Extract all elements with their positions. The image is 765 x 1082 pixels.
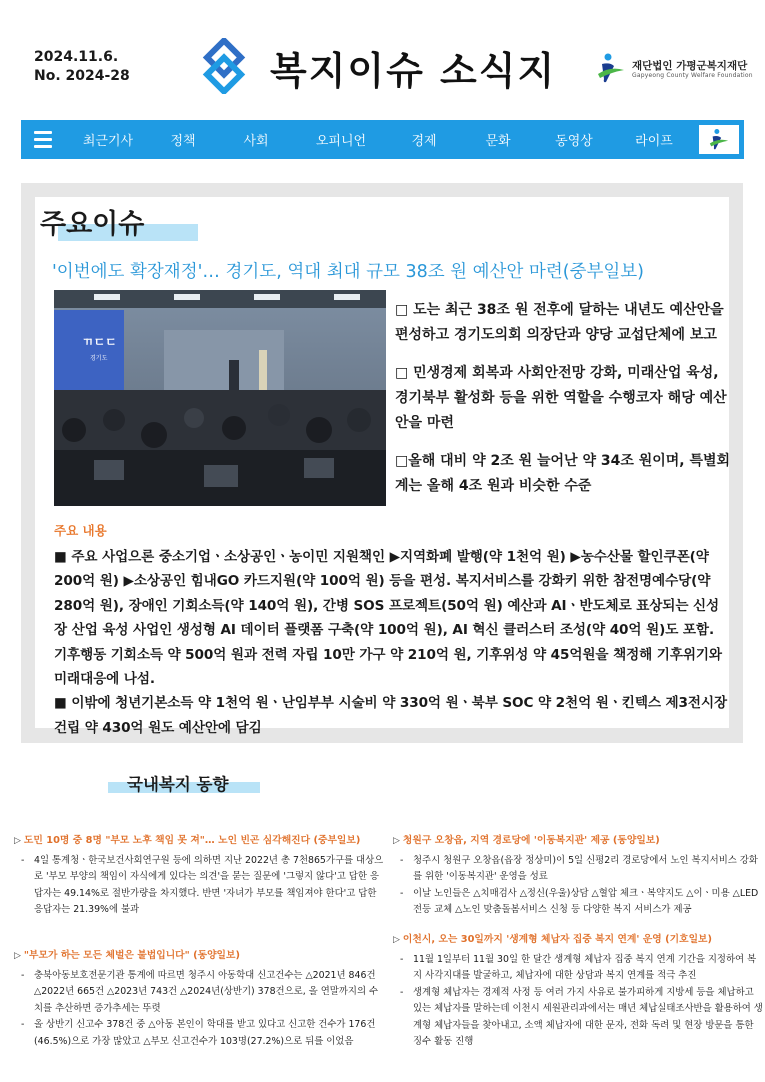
trend-section-title: 국내복지 동향: [127, 775, 229, 794]
news-article: [393, 833, 765, 919]
nav-item-economy[interactable]: 경제: [411, 134, 437, 149]
key-point-list: [395, 298, 735, 512]
play-arrow-icon: ▷: [14, 951, 21, 961]
news-item: - 11월 1일부터 11월 30일 한 달간 생계형 체납자 집중 복지 연계 기간을 지정하여 복지 사각지대를 발굴하고, 체납자에 대한 상담과 복지 연계를 적극 추진: [393, 952, 765, 985]
top-nav: [21, 120, 744, 159]
nav-item-video[interactable]: 동영상: [555, 134, 593, 149]
foundation-logo-icon: [704, 128, 734, 152]
nav-item-opinion[interactable]: 오피니언: [315, 134, 367, 149]
news-article: [393, 932, 765, 1051]
news-item: - 생계형 체납자는 경제적 사정 등 여러 가지 사유로 불가피하게 지방세 등을 체납하고 있는 체납자를 말하는데 이천시 세원관리과에서는 매년 체납실태조사반을 활용하여 생계형 체납자들을 찾아내고, 소액 체납자에 대한 문자, 전화 독려 및 현장 방문을 통한 징수 활동 진행: [393, 985, 765, 1051]
key-content-body: [54, 545, 730, 740]
key-content-para-2: ■ 이밖에 청년기본소득 약 1천억 원ㆍ난임부부 시술비 약 330억 원ㆍ북부 SOC 약 2천억 원ㆍ킨텍스 제3전시장 건립 약 430억 원도 예산안에 담김: [54, 695, 728, 736]
news-item: - 충북아동보호전문기관 통계에 따르면 청주시 아동학대 신고건수는 △2021년 846건 △2022년 665건 △2023년 743건 △2024년(상반기) 378건으로, 올 연말까지의 수치를 추산하면 증가추세는 뚜렷: [14, 968, 386, 1018]
nav-home-logo[interactable]: [699, 125, 739, 154]
nav-item-policy[interactable]: 정책: [170, 134, 196, 149]
key-point-1: □ 도는 최근 38조 원 전후에 달하는 내년도 예산안을 편성하고 경기도의회 의장단과 양당 교섭단체에 보고: [395, 302, 724, 343]
news-item: - 올 상반기 신고수 378건 중 △아동 본인이 학대를 받고 있다고 신고한 건수가 176건(46.5%)으로 가장 많았고 △부모 신고건수가 103명(27.2%)으로 뒤를 이었음: [14, 1017, 386, 1050]
hamburger-menu-icon[interactable]: [21, 120, 65, 159]
org-name: 재단법인 가평군복지재단: [632, 59, 748, 72]
issue-number: No. 2024-28: [34, 68, 130, 84]
news-title-link[interactable]: ▷ 청원구 오창읍, 지역 경로당에 '이동복지관' 제공 (동양일보): [393, 835, 660, 846]
news-article: [14, 948, 386, 1050]
photo-screen-text: ㄲㄷㄷ: [82, 335, 117, 349]
nav-item-culture[interactable]: 문화: [485, 134, 511, 149]
play-arrow-icon: ▷: [14, 836, 21, 846]
news-item: - 이날 노인들은 △치매검사 △정신(우울)상담 △혈압 체크ㆍ복약지도 △이ㆍ미용 △LED 전등 교체 △노인 맞춤돌봄서비스 신청 등 다양한 복지 서비스가 제공: [393, 886, 765, 919]
key-point-3: □올해 대비 약 2조 원 늘어난 약 34조 원이며, 특별회계는 올해 4조 원과 비슷한 수준: [395, 453, 731, 494]
main-headline-link[interactable]: '이번에도 확장재정'… 경기도, 역대 최대 규모 38조 원 예산안 마련(중부일보): [52, 262, 645, 282]
news-article: [14, 833, 386, 919]
news-title-link[interactable]: ▷ "부모가 하는 모든 체벌은 불법입니다" (동양일보): [14, 950, 240, 961]
newsletter-title: 복지이슈 소식지: [270, 49, 557, 93]
play-arrow-icon: ▷: [393, 935, 400, 945]
photo-screen-sub: 경기도: [90, 355, 108, 362]
play-arrow-icon: ▷: [393, 836, 400, 846]
org-name-en: Gapyeong County Welfare Foundation: [632, 71, 753, 79]
nav-item-life[interactable]: 라이프: [635, 134, 673, 149]
news-title-link[interactable]: ▷ 도민 10명 중 8명 "부모 노후 책임 못 져"… 노인 빈곤 심각해진다 (중부일보): [14, 835, 361, 846]
key-content-para-1: ■ 주요 사업으론 중소기업ㆍ소상공인ㆍ농이민 지원책인 ▶지역화폐 발행(약 1천억 원) ▶농수산물 할인쿠폰(약 200억 원) ▶소상공인 힘내GO 카드지원(약 100억 원) 등을 편성. 복지서비스를 강화키 위한 참전명예수당(약 280억 원), 장애인 기회소득(약 140억 원), 간병 SOS 프로젝트(50억 원) 예산과 AIㆍ반도체로 표상되는 신성장 산업 육성 사업인 생성형 AI 데이터 플랫폼 구축(약 100억 원), AI 혁신 클러스터 조성(약 40억 원)도 포함. 기후행동 기회소득 약 500억 원과 전력 자립 10만 가구 약 210억 원, 기후위성 약 45억원을 책정해 기후위기와 미래대응에 나섬.: [54, 549, 722, 688]
news-item: - 청주시 청원구 오창읍(읍장 정상미)이 5일 신평2리 경로당에서 노인 복지서비스 강화를 위한 '이동복지관' 운영을 성료: [393, 853, 765, 886]
nav-item-society[interactable]: 사회: [243, 134, 269, 149]
foundation-logo-icon: [596, 52, 626, 86]
issue-info: [34, 48, 130, 86]
press-conference-photo: [54, 290, 386, 506]
key-point-2: □ 민생경제 회복과 사회안전망 강화, 미래산업 육성, 경기북부 활성화 등을 위한 역할을 수행코자 해당 예산안을 마련: [395, 365, 727, 431]
news-title-link[interactable]: ▷ 이천시, 오는 30일까지 '생계형 체납자 집중 복지 연계' 운영 (기호일보): [393, 934, 712, 945]
news-item: - 4일 통계청ㆍ한국보건사회연구원 등에 의하면 지난 2022년 총 7천865가구를 대상으로 '부모 부양의 책임이 자식에게 있다는 의견'을 묻는 질문에 '그렇지 않다'고 답한 응답자는 49.14%로 절반가량을 차지했다. 반면 '자녀가 부모를 책임져야 한다'고 답한 응답자는 21.39%에 불과: [14, 853, 386, 919]
newsletter-logo-icon: [196, 38, 252, 94]
org-logo[interactable]: [596, 52, 753, 86]
key-content-label: 주요 내용: [54, 523, 107, 538]
issue-date: 2024.11.6.: [34, 49, 119, 65]
section-title: 주요이슈: [40, 209, 145, 240]
nav-item-recent[interactable]: 최근기사: [82, 134, 134, 149]
